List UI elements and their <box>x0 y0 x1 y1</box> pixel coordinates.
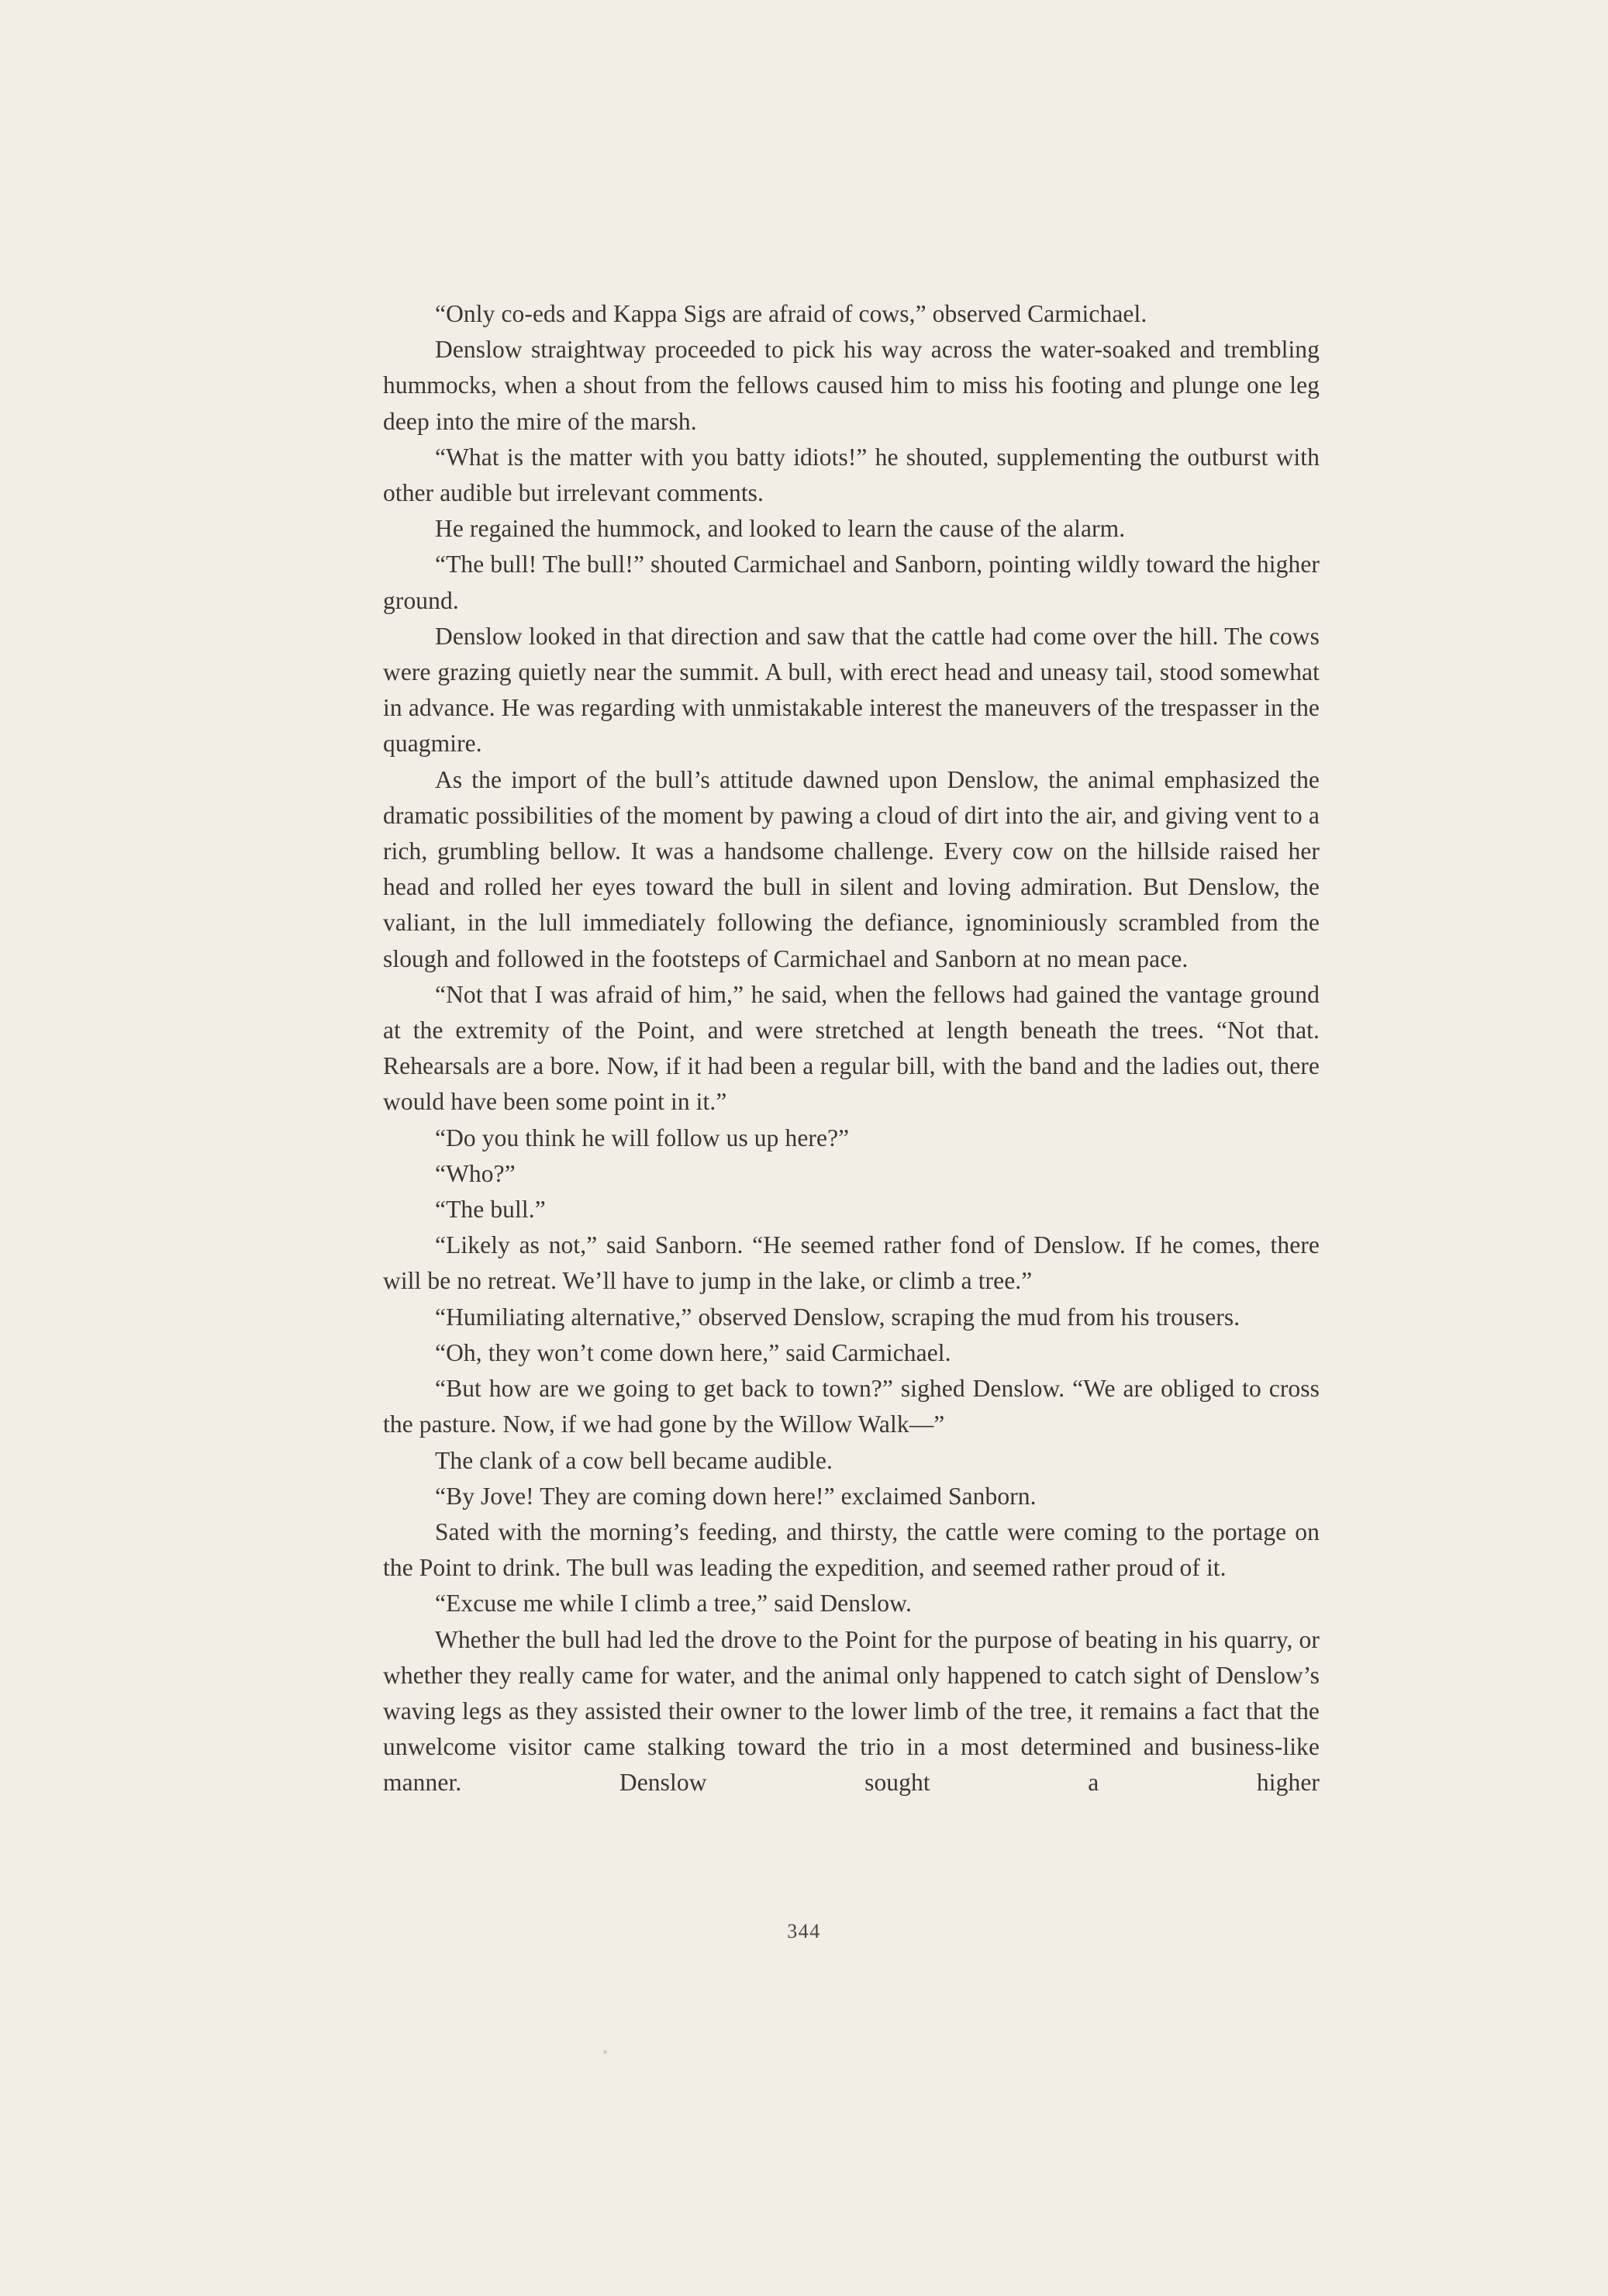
paragraph: “Oh, they won’t come down here,” said Carmichael. <box>435 1338 951 1366</box>
paragraph: He regained the hummock, and looked to learn the cause of the alarm. <box>435 515 1126 543</box>
paragraph: As the import of the bull’s attitude dawned upon Denslow, the animal emphasized the dramatic possibilities of the moment by pawing a cloud of dirt into the air, and giving vent to a rich, grumbling bellow. It was a handsome challenge. Every cow on the hillside raised her head and rolled her eyes toward the bull in silent and loving admiration. But Denslow, the valiant, in the lull immediately following the defiance, ignominiously scrambled from the slough and followed in the footsteps of Carmichael and Sanborn at no mean pace. <box>383 765 1320 972</box>
paragraph: “Do you think he will follow us up here?” <box>435 1124 850 1151</box>
paragraph: “Humiliating alternative,” observed Denslow, scraping the mud from his trousers. <box>435 1303 1241 1331</box>
paragraph: Denslow looked in that direction and saw that the cattle had come over the hill. The cows were grazing quietly near the summit. A bull, with erect head and uneasy tail, stood somewhat in advance. He was regarding with unmistakable interest the maneuvers of the trespasser in the quagmire. <box>383 622 1320 758</box>
paragraph: “The bull! The bull!” shouted Carmichael and Sanborn, pointing wildly toward the higher ground. <box>383 551 1320 614</box>
paragraph: “By Jove! They are coming down here!” exclaimed Sanborn. <box>435 1482 1037 1510</box>
paragraph: “What is the matter with you batty idiots!” he shouted, supplementing the outburst with other audible but irrelevant comments. <box>383 443 1320 507</box>
paper-speck <box>603 2050 607 2054</box>
paragraph: “The bull.” <box>435 1196 546 1224</box>
page-body-text <box>383 296 1320 1801</box>
paragraph: “Not that I was afraid of him,” he said, when the fellows had gained the vantage ground at the extremity of the Point, and were stretched at length beneath the trees. “Not that. Rehearsals are a bore. Now, if it had been a regular bill, with the band and the ladies out, there would have been some point in it.” <box>383 980 1320 1116</box>
paragraph: Sated with the morning’s feeding, and thirsty, the cattle were coming to the portage on the Point to drink. The bull was leading the expedition, and seemed rather proud of it. <box>383 1517 1320 1582</box>
paragraph: The clank of a cow bell became audible. <box>435 1446 833 1474</box>
paragraph: “Who?” <box>435 1159 516 1187</box>
paragraph: Denslow straightway proceeded to pick his way across the water-soaked and trembling hummocks, when a shout from the fellows caused him to miss his footing and plunge one leg deep into the mire of the marsh. <box>383 336 1320 435</box>
page-number: 344 <box>787 1920 821 1942</box>
paragraph: “But how are we going to get back to town?” sighed Denslow. “We are obliged to cross the pasture. Now, if we had gone by the Willow Walk—” <box>383 1375 1320 1438</box>
paragraph: “Excuse me while I climb a tree,” said Denslow. <box>435 1590 912 1618</box>
paragraph: “Likely as not,” said Sanborn. “He seemed rather fond of Denslow. If he comes, there will be no retreat. We’ll have to jump in the lake, or climb a tree.” <box>383 1231 1320 1295</box>
paragraph: Whether the bull had led the drove to the Point for the purpose of beating in his quarry, or whether they really came for water, and the animal only happened to catch sight of Denslow’s waving legs as they assisted their owner to the lower limb of the tree, it remains a fact that the unwelcome visitor came stalking toward the trio in a most determined and business-like manner. Denslow sought a higher <box>383 1625 1320 1797</box>
paragraph: “Only co-eds and Kappa Sigs are afraid of cows,” observed Carmichael. <box>435 300 1147 327</box>
